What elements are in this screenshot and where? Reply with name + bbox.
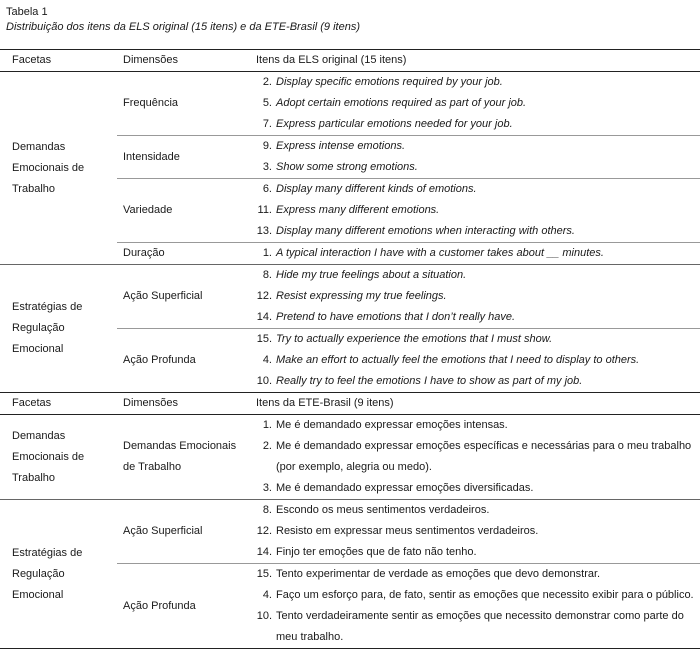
table-subtitle: Distribuição dos itens da ELS original (15 itens) e da ETE-Brasil (9 itens) — [6, 21, 360, 33]
list-item — [250, 542, 700, 563]
dimensao-cell: Ação Profunda — [117, 564, 250, 649]
item-number: 3. — [262, 161, 272, 173]
item-number: 4. — [262, 354, 272, 366]
item-cell — [250, 350, 700, 371]
header-itens: Itens da ETE-Brasil (9 itens) — [250, 393, 700, 415]
item-cell — [250, 265, 700, 287]
dimensao-cell: Demandas Emocionais de Trabalho — [123, 440, 237, 473]
item-text: Me é demandado expressar emoções específicas e necessárias para o meu trabalho (por exemplo, alegria ou medo). — [276, 440, 692, 473]
item-number: 5. — [262, 97, 272, 109]
item-cell — [250, 329, 700, 351]
table-header-row — [0, 50, 700, 72]
item-cell — [250, 564, 700, 586]
list-item — [250, 371, 700, 392]
item-text: Try to actually experience the emotions that I must show. — [276, 333, 553, 345]
item-number: 10. — [256, 375, 272, 387]
list-item — [250, 221, 700, 242]
item-text: Display many different kinds of emotions. — [276, 183, 477, 195]
item-number: 8. — [262, 504, 272, 516]
item-number: 13. — [256, 225, 272, 237]
item-number: 15. — [256, 568, 272, 580]
list-item — [250, 500, 700, 521]
item-text: Tento experimentar de verdade as emoções que devo demonstrar. — [276, 568, 601, 580]
items-table — [0, 49, 700, 649]
item-text: Me é demandado expressar emoções diversificadas. — [276, 482, 534, 494]
table-row — [0, 72, 700, 94]
item-number: 15. — [256, 333, 272, 345]
item-number: 14. — [256, 311, 272, 323]
item-text: Escondo os meus sentimentos verdadeiros. — [276, 504, 490, 516]
list-item — [250, 436, 700, 478]
item-number: 2. — [262, 440, 272, 452]
item-number: 4. — [262, 589, 272, 601]
dimensao-cell: Intensidade — [117, 136, 250, 179]
item-text: Resisto em expressar meus sentimentos verdadeiros. — [276, 525, 539, 537]
item-number: 9. — [262, 140, 272, 152]
item-cell — [250, 200, 700, 221]
table-caption — [6, 5, 360, 35]
item-cell — [250, 478, 700, 500]
list-item — [250, 478, 700, 499]
item-cell — [250, 585, 700, 606]
item-cell — [250, 157, 700, 179]
list-item — [250, 521, 700, 542]
item-cell — [250, 243, 700, 265]
faceta-cell: Estratégias de Regulação Emocional — [0, 265, 117, 393]
table-title: Tabela 1 — [6, 6, 48, 18]
item-text: Really try to feel the emotions I have to show as part of my job. — [276, 375, 583, 387]
item-text: Faço um esforço para, de fato, sentir as emoções que necessito exibir para o público. — [276, 589, 694, 601]
item-number: 14. — [256, 546, 272, 558]
item-text: Finjo ter emoções que de fato não tenho. — [276, 546, 477, 558]
faceta-cell: Estratégias de Regulação Emocional — [0, 500, 117, 649]
item-cell — [250, 72, 700, 94]
dimensao-cell: Ação Profunda — [117, 329, 250, 393]
item-cell — [250, 93, 700, 114]
list-item — [250, 585, 700, 606]
item-number: 1. — [262, 247, 272, 259]
dimensao-cell: Frequência — [123, 97, 179, 109]
item-cell — [250, 521, 700, 542]
item-cell — [250, 307, 700, 329]
item-number: 1. — [262, 419, 272, 431]
list-item — [250, 564, 700, 585]
dimensao-cell: Duração — [117, 243, 250, 265]
item-cell — [250, 542, 700, 564]
item-cell — [250, 500, 700, 522]
item-cell — [250, 415, 700, 437]
item-number: 6. — [262, 183, 272, 195]
header-facetas: Facetas — [0, 393, 117, 415]
item-text: Express intense emotions. — [276, 140, 406, 152]
item-cell — [250, 606, 700, 649]
item-number: 10. — [256, 610, 272, 622]
item-number: 2. — [262, 76, 272, 88]
item-cell — [250, 371, 700, 393]
item-cell — [250, 114, 700, 136]
list-item — [250, 114, 700, 135]
item-number: 12. — [256, 525, 272, 537]
header-facetas: Facetas — [0, 50, 117, 72]
list-item — [250, 415, 700, 436]
item-cell — [250, 436, 700, 478]
item-text: Display specific emotions required by your job. — [276, 76, 503, 88]
list-item — [250, 350, 700, 371]
list-item — [250, 606, 700, 648]
item-cell — [250, 179, 700, 201]
list-item — [250, 265, 700, 286]
header-dimensoes: Dimensões — [117, 393, 250, 415]
list-item — [250, 136, 700, 157]
list-item — [250, 179, 700, 200]
header-itens: Itens da ELS original (15 itens) — [250, 50, 700, 72]
list-item — [250, 72, 700, 93]
table-row — [0, 415, 700, 437]
faceta-cell: Demandas Emocionais de Trabalho — [12, 429, 85, 484]
item-text: Display many different emotions when interacting with others. — [276, 225, 575, 237]
table-row — [0, 500, 700, 522]
item-text: Resist expressing my true feelings. — [276, 290, 447, 302]
list-item — [250, 157, 700, 178]
item-text: Express many different emotions. — [276, 204, 440, 216]
item-number: 11. — [257, 204, 272, 216]
list-item — [250, 329, 700, 350]
list-item — [250, 200, 700, 221]
table-header-row — [0, 393, 700, 415]
item-number: 8. — [262, 269, 272, 281]
list-item — [250, 243, 700, 264]
list-item — [250, 93, 700, 114]
dimensao-cell: Ação Superficial — [117, 265, 250, 329]
item-number: 3. — [262, 482, 272, 494]
item-cell — [250, 221, 700, 243]
item-text: Hide my true feelings about a situation. — [276, 269, 467, 281]
item-text: Pretend to have emotions that I don’t really have. — [276, 311, 516, 323]
item-cell — [250, 136, 700, 158]
list-item — [250, 307, 700, 328]
item-text: Express particular emotions needed for your job. — [276, 118, 513, 130]
item-cell — [250, 286, 700, 307]
item-text: Me é demandado expressar emoções intensas. — [276, 419, 508, 431]
item-number: 7. — [262, 118, 272, 130]
item-text: Show some strong emotions. — [276, 161, 418, 173]
faceta-cell: Demandas Emocionais de Trabalho — [12, 140, 85, 195]
dimensao-cell: Variedade — [117, 179, 250, 243]
item-text: A typical interaction I have with a customer takes about __ minutes. — [276, 247, 604, 259]
dimensao-cell: Ação Superficial — [117, 500, 250, 564]
item-text: Adopt certain emotions required as part of your job. — [276, 97, 527, 109]
table-row — [0, 265, 700, 287]
item-text: Make an effort to actually feel the emotions that I need to display to others. — [276, 354, 640, 366]
header-dimensoes: Dimensões — [117, 50, 250, 72]
item-text: Tento verdadeiramente sentir as emoções que necessito demonstrar como parte do meu trabalho. — [276, 610, 684, 643]
item-number: 12. — [256, 290, 272, 302]
list-item — [250, 286, 700, 307]
